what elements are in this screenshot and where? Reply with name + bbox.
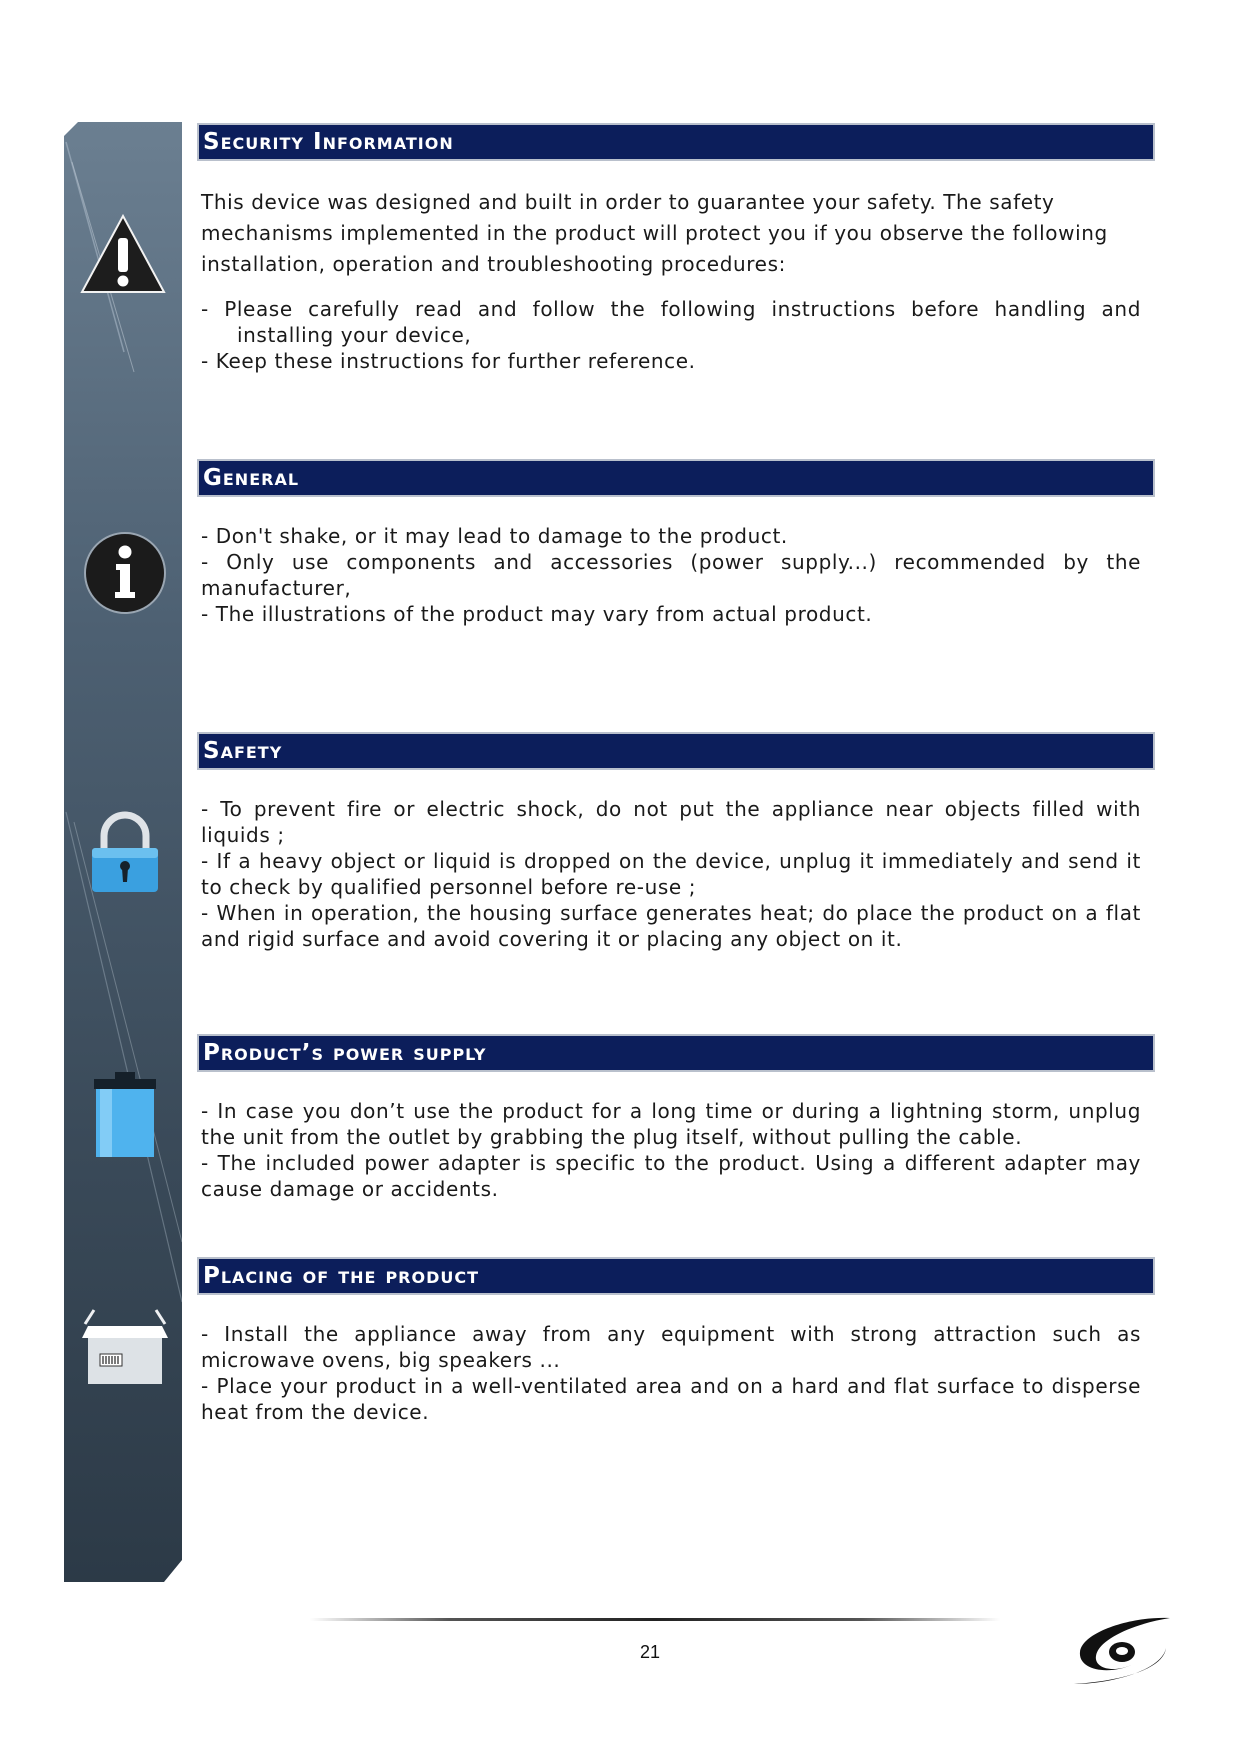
list-item: - Don't shake, or it may lead to damage to the product. xyxy=(201,524,788,548)
footer-divider xyxy=(310,1618,1000,1621)
section-header xyxy=(197,732,1155,770)
warning-icon xyxy=(80,212,166,298)
list-item: - If a heavy object or liquid is dropped on the device, unplug it immediately and send it to check by qualified personnel before re-use ; xyxy=(201,849,1141,899)
brand-logo-icon xyxy=(1072,1614,1172,1686)
section-general xyxy=(197,459,1155,627)
section-header xyxy=(197,123,1155,161)
list-item: - Please carefully read and follow the following instructions before handling and installing your device, xyxy=(201,297,1141,347)
list-item: - Keep these instructions for further reference. xyxy=(201,349,696,373)
info-icon xyxy=(82,530,168,616)
section-security-information xyxy=(197,123,1155,374)
section-power-supply xyxy=(197,1034,1155,1202)
list-item: - In case you don’t use the product for a long time or during a lightning storm, unplug the unit from the outlet by grabbing the plug itself, without pulling the cable. xyxy=(201,1099,1141,1149)
list-item: - When in operation, the housing surface generates heat; do place the product on a flat and rigid surface and avoid covering it or placing any object on it. xyxy=(201,901,1141,951)
section-title: Security Information xyxy=(203,129,454,155)
intro-paragraph: This device was designed and built in order to guarantee your safety. The safety mechanisms implemented in the product will protect you if you observe the following installation, operation and troubleshooting procedures: xyxy=(201,190,1108,276)
list-item: - To prevent fire or electric shock, do not put the appliance near objects filled with liquids ; xyxy=(201,797,1141,847)
box-icon xyxy=(82,1304,168,1390)
section-title: General xyxy=(203,465,300,491)
list-item: - Install the appliance away from any equipment with strong attraction such as microwave ovens, big speakers ... xyxy=(201,1322,1141,1372)
section-placing-product xyxy=(197,1257,1155,1425)
section-header xyxy=(197,459,1155,497)
section-title: Product’s power supply xyxy=(203,1040,487,1066)
section-header xyxy=(197,1034,1155,1072)
page-number: 21 xyxy=(639,1642,661,1662)
padlock-icon xyxy=(82,810,168,896)
list-item: - The illustrations of the product may vary from actual product. xyxy=(201,602,873,626)
section-title: Safety xyxy=(203,738,283,764)
list-item: - The included power adapter is specific to the product. Using a different adapter may cause damage or accidents. xyxy=(201,1151,1141,1201)
list-item: - Only use components and accessories (power supply...) recommended by the manufacturer, xyxy=(201,550,1141,600)
battery-icon xyxy=(82,1072,168,1158)
list-item: - Place your product in a well-ventilated area and on a hard and flat surface to disperse heat from the device. xyxy=(201,1374,1141,1424)
section-header xyxy=(197,1257,1155,1295)
section-safety xyxy=(197,732,1155,952)
section-title: Placing of the product xyxy=(203,1263,480,1289)
